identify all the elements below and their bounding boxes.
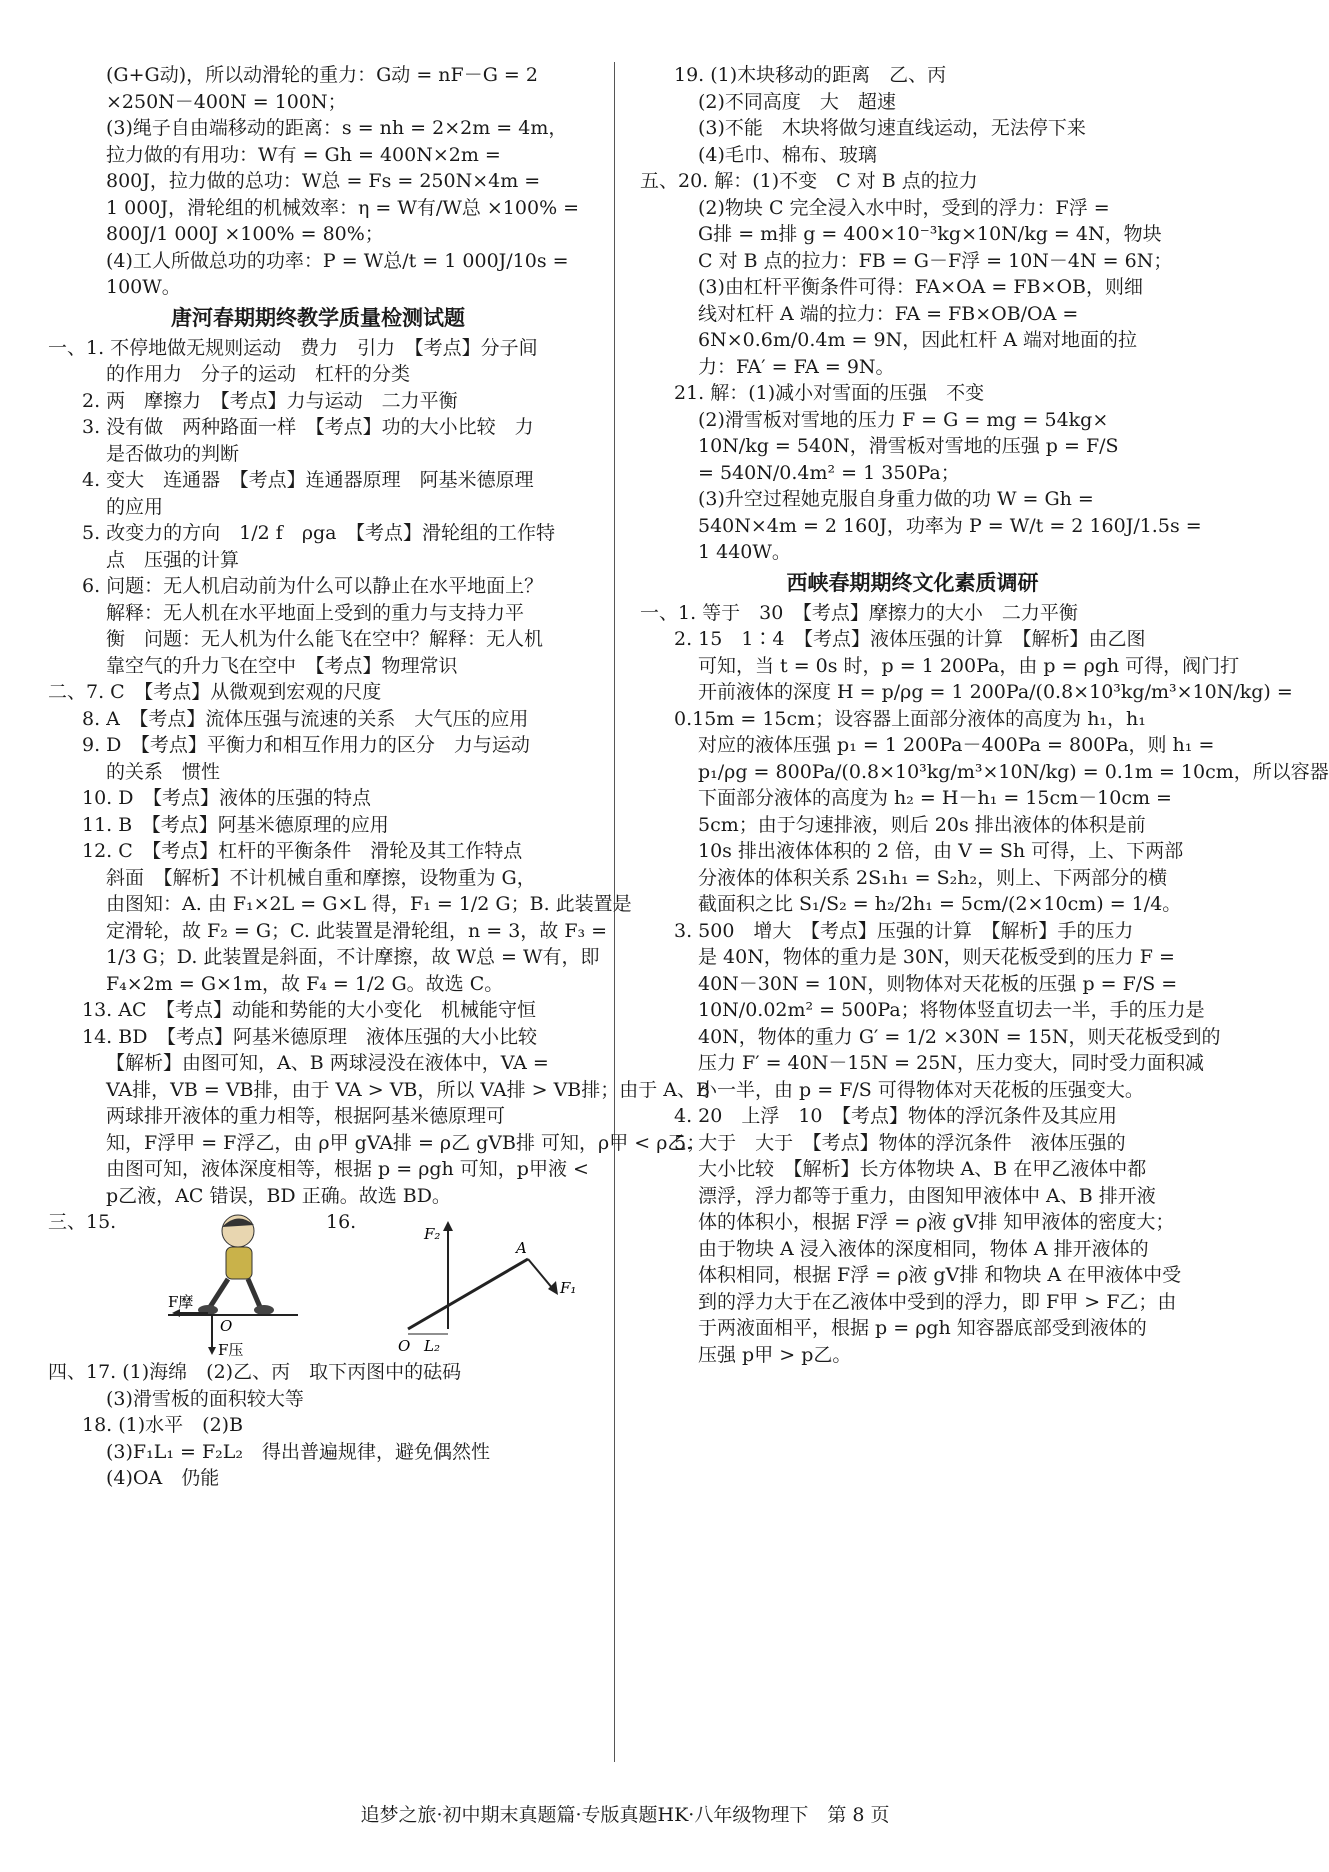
text-line: 体积相同，根据 F浮 = ρ液 gV排 和物块 A 在甲液体中受 <box>698 1264 1182 1286</box>
text-line: 10. D 【考点】液体的压强的特点 <box>82 787 371 809</box>
text-line: 漂浮，浮力都等于重力，由图知甲液体中 A、B 排开液 <box>698 1184 1156 1207</box>
label-friction: F摩 <box>168 1293 194 1311</box>
diagrams-q15-q16 <box>48 1209 588 1359</box>
text-line: 靠空气的升力飞在空中 【考点】物理常识 <box>106 654 458 677</box>
text-line: 一、1. 等于 30 【考点】摩擦力的大小 二力平衡 <box>640 601 1078 624</box>
answer-block-d <box>640 62 1202 566</box>
text-line: 到的浮力大于在乙液体中受到的浮力，即 F甲 > F乙；由 <box>698 1290 1177 1313</box>
q16-label: 16. <box>326 1211 357 1233</box>
text-line: 可知，当 t = 0s 时，p = 1 200Pa，由 p = ρgh 可得，阀门打 <box>698 654 1240 677</box>
text-line: (4)OA 仍能 <box>106 1467 220 1489</box>
text-line: = 540N/0.4m² = 1 350Pa； <box>698 461 960 484</box>
text-line: G排 = m排 g = 400×10⁻³kg×10N/kg = 4N，物块 <box>698 223 1162 245</box>
label-l2: L₂ <box>424 1337 440 1355</box>
text-line: 小一半，由 p = F/S 可得物体对天花板的压强变大。 <box>698 1078 1144 1101</box>
text-line: 由图可知，液体深度相等，根据 p = ρgh 可知，p甲液 < <box>106 1158 589 1180</box>
text-line: 截面积之比 S₁/S₂ = h₂/2h₁ = 5cm/(2×10cm) = 1/4。 <box>698 893 1182 915</box>
page-footer: 追梦之旅·初中期末真题篇·专版真题HK·八年级物理下 第 8 页 <box>360 1804 890 1826</box>
text-line: 五、20. 解：(1)不变 C 对 B 点的拉力 <box>640 170 978 192</box>
text-line: 5. 大于 大于 【考点】物体的浮沉条件 液体压强的 <box>674 1131 1126 1154</box>
text-line: 40N，物体的重力 G′ = 1/2 ×30N = 15N，则天花板受到的 <box>698 1025 1221 1048</box>
text-line: (2)物块 C 完全浸入水中时，受到的浮力：F浮 = <box>698 196 1110 219</box>
right-column <box>640 62 1329 1368</box>
text-line: 四、17. (1)海绵 (2)乙、丙 取下丙图中的砝码 <box>48 1361 462 1383</box>
left-column <box>48 62 710 1492</box>
text-line: 6. 问题：无人机启动前为什么可以静止在水平地面上？ <box>82 575 544 597</box>
text-line: (4)工人所做总功的功率：P = W总/t = 1 000J/10s = <box>106 249 569 272</box>
text-line: 压强 p甲 > p乙。 <box>698 1343 852 1366</box>
lever-force-diagram <box>388 1209 588 1359</box>
answer-block-e <box>640 600 1329 1369</box>
section-title-tanghe: 唐河春期期终教学质量检测试题 <box>171 305 465 330</box>
label-f1: F₁ <box>560 1279 577 1297</box>
text-line: 5cm；由于匀速排液，则后 20s 排出液体的体积是前 <box>698 813 1146 836</box>
text-line: VA排，VB = VB排，由于 VA > VB，所以 VA排 > VB排；由于 A、B <box>106 1078 710 1101</box>
text-line: 两球排开液体的重力相等，根据阿基米德原理可 <box>106 1105 506 1127</box>
text-line: 拉力做的有用功：W有 = Gh = 400N×2m = <box>106 143 501 166</box>
text-line: p₁/ρg = 800Pa/(0.8×10³kg/m³×10N/kg) = 0.1m = 10cm，所以容器 <box>698 760 1329 783</box>
text-line: 压力 F′ = 40N－15N = 25N，压力变大，同时受力面积减 <box>698 1052 1204 1074</box>
text-line: 分液体的体积关系 2S₁h₁ = S₂h₂，则上、下两部分的横 <box>698 866 1168 889</box>
text-line: 是否做功的判断 <box>106 442 240 465</box>
text-line: 19. (1)木块移动的距离 乙、丙 <box>674 64 947 86</box>
text-line: 由于物块 A 浸入液体的深度相同，物体 A 排开液体的 <box>698 1237 1149 1260</box>
boy-force-diagram <box>168 1209 308 1359</box>
text-line: 18. (1)水平 (2)B <box>82 1414 244 1436</box>
text-line: 的作用力 分子的运动 杠杆的分类 <box>106 363 411 385</box>
text-line: 10N/0.02m² = 500Pa；将物体竖直切去一半，手的压力是 <box>698 999 1205 1021</box>
text-line: 知，F浮甲 = F浮乙，由 ρ甲 gVA排 = ρ乙 gVB排 可知，ρ甲 < ρ乙； <box>106 1131 706 1154</box>
text-line: 于两液面相平，根据 p = ρgh 知容器底部受到液体的 <box>698 1317 1147 1339</box>
text-line: (3)由杠杆平衡条件可得：FA×OA = FB×OB，则细 <box>698 276 1143 298</box>
text-line: p乙液，AC 错误，BD 正确。故选 BD。 <box>106 1184 451 1207</box>
text-line: 体的体积小，根据 F浮 = ρ液 gV排 知甲液体的密度大； <box>698 1211 1175 1233</box>
label-f2: F₂ <box>424 1225 441 1243</box>
text-line: 540N×4m = 2 160J，功率为 P = W/t = 2 160J/1.5s = <box>698 514 1202 537</box>
text-line: 是 40N，物体的重力是 30N，则天花板受到的压力 F = <box>698 946 1175 968</box>
text-line: 13. AC 【考点】动能和势能的大小变化 机械能守恒 <box>82 999 537 1021</box>
text-line: (2)滑雪板对雪地的压力 F = G = mg = 54kg× <box>698 408 1109 431</box>
text-line: 3. 没有做 两种路面一样 【考点】功的大小比较 力 <box>82 416 534 438</box>
label-pivot-boy: O <box>220 1317 233 1335</box>
q15-label: 三、15. <box>48 1211 117 1233</box>
label-a: A <box>516 1239 527 1257</box>
text-line: (3)F₁L₁ = F₂L₂ 得出普遍规律，避免偶然性 <box>106 1440 490 1463</box>
text-line: 线对杠杆 A 端的拉力：FA = FB×OB/OA = <box>698 302 1079 325</box>
text-line: 大小比较 【解析】长方体物块 A、B 在甲乙液体中都 <box>698 1158 1147 1180</box>
label-o: O <box>398 1337 411 1355</box>
text-line: 14. BD 【考点】阿基米德原理 液体压强的大小比较 <box>82 1025 537 1048</box>
text-line: 11. B 【考点】阿基米德原理的应用 <box>82 813 389 836</box>
text-line: 40N－30N = 10N，则物体对天花板的压强 p = F/S = <box>698 972 1178 995</box>
text-line: 0.15m = 15cm；设容器上面部分液体的高度为 h₁，h₁ <box>674 707 1146 730</box>
text-line: 对应的液体压强 p₁ = 1 200Pa－400Pa = 800Pa，则 h₁ = <box>698 734 1215 756</box>
text-line: 解释：无人机在水平地面上受到的重力与支持力平 <box>106 601 525 624</box>
answer-block-a <box>48 62 588 301</box>
text-line: (G+G动)，所以动滑轮的重力：G动 = nF－G = 2 <box>106 64 538 86</box>
text-line: F₄×2m = G×1m，故 F₄ = 1/2 G。故选 C。 <box>106 972 504 995</box>
text-line: 3. 500 增大 【考点】压强的计算 【解析】手的压力 <box>674 919 1134 942</box>
text-line: 二、7. C 【考点】从微观到宏观的尺度 <box>48 681 382 703</box>
text-line: 2. 两 摩擦力 【考点】力与运动 二力平衡 <box>82 389 458 412</box>
text-line: 的应用 <box>106 495 164 518</box>
text-line: 100W。 <box>106 276 181 298</box>
text-line: 由图知：A. 由 F₁×2L = G×L 得，F₁ = 1/2 G；B. 此装置是 <box>106 893 632 915</box>
text-line: 12. C 【考点】杠杆的平衡条件 滑轮及其工作特点 <box>82 840 523 862</box>
text-line: 力：FA′ = FA = 9N。 <box>698 355 895 378</box>
text-line: 定滑轮，故 F₂ = G；C. 此装置是滑轮组，n = 3，故 F₃ = <box>106 919 608 942</box>
text-line: 10s 排出液体体积的 2 倍，由 V = Sh 可得，上、下两部 <box>698 840 1184 862</box>
answer-block-b <box>48 335 710 1210</box>
text-line: 8. A 【考点】流体压强与流速的关系 大气压的应用 <box>82 707 529 730</box>
text-line: 5. 改变力的方向 1/2 f ρga 【考点】滑轮组的工作特 <box>82 522 555 544</box>
text-line: 9. D 【考点】平衡力和相互作用力的区分 力与运动 <box>82 734 530 756</box>
text-line: 6N×0.6m/0.4m = 9N，因此杠杆 A 端对地面的拉 <box>698 329 1138 351</box>
text-line: 4. 变大 连通器 【考点】连通器原理 阿基米德原理 <box>82 469 534 491</box>
text-line: 衡 问题：无人机为什么能飞在空中？解释：无人机 <box>106 628 544 650</box>
text-line: (3)绳子自由端移动的距离：s = nh = 2×2m = 4m， <box>106 117 568 139</box>
text-line: 800J/1 000J ×100% = 80%； <box>106 223 384 245</box>
text-line: (4)毛巾、棉布、玻璃 <box>698 143 877 166</box>
text-line: 点 压强的计算 <box>106 548 240 571</box>
text-line: C 对 B 点的拉力：FB = G－F浮 = 10N－4N = 6N； <box>698 249 1173 272</box>
text-line: 的关系 惯性 <box>106 760 221 783</box>
text-line: 1 000J，滑轮组的机械效率：η = W有/W总 ×100% = <box>106 196 580 219</box>
text-line: (2)不同高度 大 超速 <box>698 90 896 113</box>
text-line: 开前液体的深度 H = p/ρg = 1 200Pa/(0.8×10³kg/m³×10N/kg) = <box>698 681 1293 703</box>
text-line: 21. 解：(1)减小对雪面的压强 不变 <box>674 382 985 404</box>
text-line: 1/3 G；D. 此装置是斜面，不计摩擦，故 W总 = W有，即 <box>106 946 600 968</box>
text-line: 1 440W。 <box>698 541 791 563</box>
label-pressure: F压 <box>218 1341 244 1359</box>
text-line: 4. 20 上浮 10 【考点】物体的浮沉条件及其应用 <box>674 1105 1118 1127</box>
text-line: (3)滑雪板的面积较大等 <box>106 1387 304 1410</box>
text-line: 800J，拉力做的总功：W总 = Fs = 250N×4m = <box>106 170 541 192</box>
text-line: 一、1. 不停地做无规则运动 费力 引力 【考点】分子间 <box>48 336 538 359</box>
section-title-xixia: 西峡春期期终文化素质调研 <box>786 570 1039 595</box>
text-line: 2. 15 1∶4 【考点】液体压强的计算 【解析】由乙图 <box>674 628 1146 650</box>
text-line: 下面部分液体的高度为 h₂ = H－h₁ = 15cm－10cm = <box>698 787 1172 809</box>
text-line: 10N/kg = 540N，滑雪板对雪地的压强 p = F/S <box>698 435 1119 457</box>
text-line: 斜面 【解析】不计机械自重和摩擦，设物重为 G， <box>106 866 536 889</box>
text-line: (3)不能 木块将做匀速直线运动，无法停下来 <box>698 117 1086 139</box>
text-line: ×250N－400N = 100N； <box>106 90 347 113</box>
text-line: 【解析】由图可知，A、B 两球浸没在液体中，VA = <box>106 1052 549 1074</box>
text-line: (3)升空过程她克服自身重力做的功 W = Gh = <box>698 488 1094 510</box>
answer-block-c <box>48 1359 588 1492</box>
